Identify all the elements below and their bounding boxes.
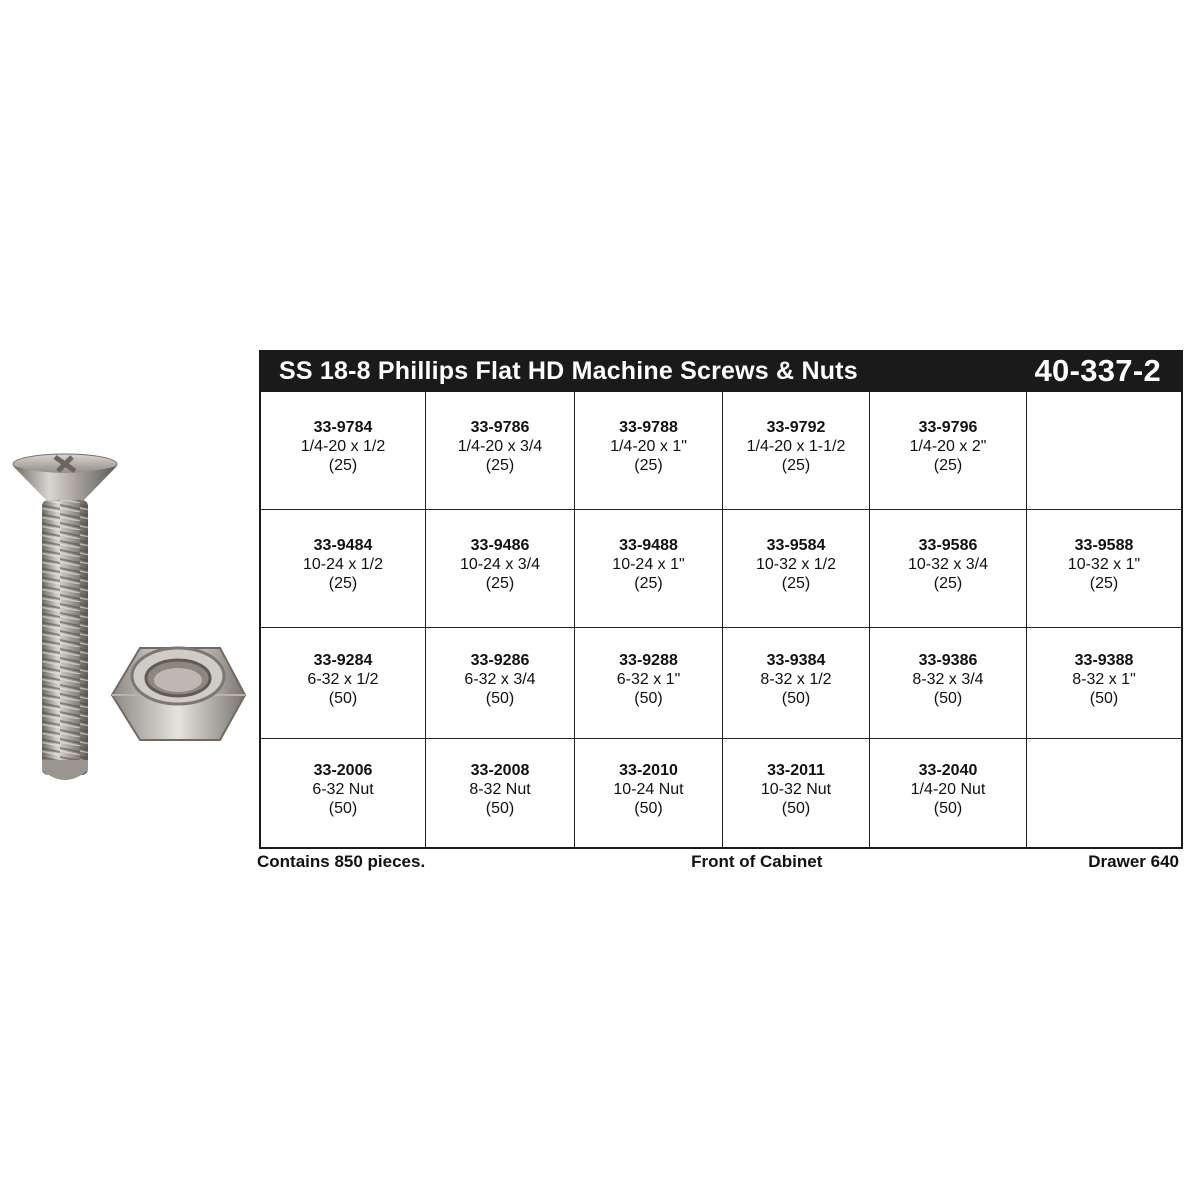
part-number: 33-9284 (313, 651, 373, 669)
part-number: 33-2008 (470, 761, 530, 779)
piece-count: Contains 850 pieces. (257, 852, 426, 871)
part-quantity: (25) (781, 575, 811, 592)
grid-row (261, 509, 1181, 627)
part-quantity: (25) (485, 457, 515, 474)
part-quantity: (25) (634, 575, 663, 592)
part-size: 10-32 x 3/4 (907, 556, 989, 573)
part-cell (425, 739, 574, 847)
part-number: 33-9388 (1074, 651, 1134, 669)
empty-cell (1026, 392, 1181, 509)
empty-cell (1026, 739, 1181, 847)
part-number: 33-9784 (313, 419, 373, 436)
part-cell (425, 510, 574, 627)
part-number: 33-9588 (1074, 537, 1134, 554)
part-size: 10-24 Nut (613, 780, 684, 798)
part-number: 33-9486 (470, 537, 530, 554)
part-cell (1026, 510, 1181, 627)
part-cell (869, 739, 1026, 847)
part-quantity: (50) (485, 799, 515, 817)
part-cell (574, 739, 722, 847)
part-number: 33-9792 (766, 419, 826, 436)
part-size: 6-32 x 3/4 (464, 670, 536, 688)
part-quantity: (50) (933, 689, 963, 707)
drawer-number: Drawer 640 (1088, 852, 1179, 871)
part-size: 10-24 x 3/4 (459, 556, 541, 573)
part-size: 10-24 x 1/2 (302, 556, 384, 573)
part-number: 33-9484 (313, 537, 373, 554)
chart-header (259, 350, 1183, 392)
grid-row (261, 627, 1181, 738)
part-size: 10-32 Nut (760, 780, 832, 798)
part-number: 33-2011 (767, 761, 825, 779)
part-quantity: (25) (781, 457, 811, 474)
part-cell (425, 392, 574, 509)
part-number: 33-9584 (766, 537, 826, 554)
part-number: 33-2006 (313, 761, 373, 779)
part-quantity: (50) (1089, 689, 1119, 707)
part-number: 33-9386 (918, 651, 978, 669)
part-number: 33-9788 (619, 419, 678, 436)
chart-footer (257, 849, 1183, 872)
part-cell (869, 510, 1026, 627)
part-size: 1/4-20 x 2" (909, 438, 987, 455)
part-size: 8-32 x 3/4 (912, 670, 984, 688)
part-size: 6-32 x 1" (616, 670, 681, 688)
part-quantity: (50) (328, 689, 358, 707)
part-number: 33-9384 (766, 651, 826, 669)
part-quantity: (50) (933, 799, 963, 817)
part-number: 33-9786 (470, 419, 530, 436)
part-cell (425, 628, 574, 738)
front-label: Front of Cabinet (691, 852, 823, 871)
part-cell (722, 510, 869, 627)
part-cell (722, 739, 869, 847)
parts-grid (259, 392, 1183, 849)
part-quantity: (25) (328, 575, 358, 592)
part-quantity: (25) (634, 457, 663, 474)
drawer-chart (259, 350, 1183, 872)
part-cell (574, 628, 722, 738)
part-quantity: (25) (328, 457, 358, 474)
screw-image (13, 454, 117, 780)
part-size: 6-32 Nut (312, 780, 374, 798)
part-quantity: (50) (485, 689, 515, 707)
part-quantity: (50) (634, 689, 663, 707)
part-quantity: (25) (933, 457, 963, 474)
part-size: 8-32 Nut (469, 780, 531, 798)
part-size: 8-32 x 1/2 (760, 670, 832, 688)
part-number: 33-9586 (918, 537, 978, 554)
part-quantity: (25) (1089, 575, 1119, 592)
part-number: 33-9488 (619, 537, 678, 554)
part-quantity: (50) (781, 799, 811, 817)
part-number: 33-2010 (619, 761, 678, 779)
part-cell (722, 628, 869, 738)
part-size: 1/4-20 x 3/4 (457, 438, 543, 455)
part-size: 8-32 x 1" (1072, 670, 1136, 688)
part-size: 10-32 x 1" (1067, 556, 1141, 573)
part-number: 33-9288 (619, 651, 678, 669)
part-size: 10-24 x 1" (612, 556, 685, 573)
part-size: 6-32 x 1/2 (307, 670, 379, 688)
grid-row (261, 392, 1181, 509)
part-quantity: (25) (485, 575, 515, 592)
part-number: 33-9796 (918, 419, 978, 436)
part-cell (261, 392, 425, 509)
part-cell (574, 392, 722, 509)
part-number: 33-9286 (470, 651, 530, 669)
part-quantity: (25) (933, 575, 963, 592)
part-quantity: (50) (634, 799, 663, 817)
part-cell (722, 392, 869, 509)
assortment-code: 40-337-2 (1034, 353, 1161, 388)
part-cell (261, 628, 425, 738)
part-quantity: (50) (328, 799, 358, 817)
part-size: 1/4-20 x 1" (610, 438, 687, 455)
part-cell (261, 510, 425, 627)
part-cell (261, 739, 425, 847)
part-cell (869, 628, 1026, 738)
part-cell (869, 392, 1026, 509)
product-photo (0, 440, 260, 800)
part-size: 1/4-20 x 1/2 (300, 438, 386, 455)
part-size: 1/4-20 Nut (910, 780, 986, 798)
grid-row (261, 738, 1181, 847)
part-size: 10-32 x 1/2 (755, 556, 837, 573)
part-size: 1/4-20 x 1-1/2 (746, 438, 846, 455)
part-cell (1026, 628, 1181, 738)
part-quantity: (50) (781, 689, 811, 707)
hex-nut-image (112, 648, 245, 740)
part-number: 33-2040 (918, 761, 978, 779)
part-cell (574, 510, 722, 627)
assortment-title: SS 18-8 Phillips Flat HD Machine Screws & Nuts (279, 356, 858, 385)
